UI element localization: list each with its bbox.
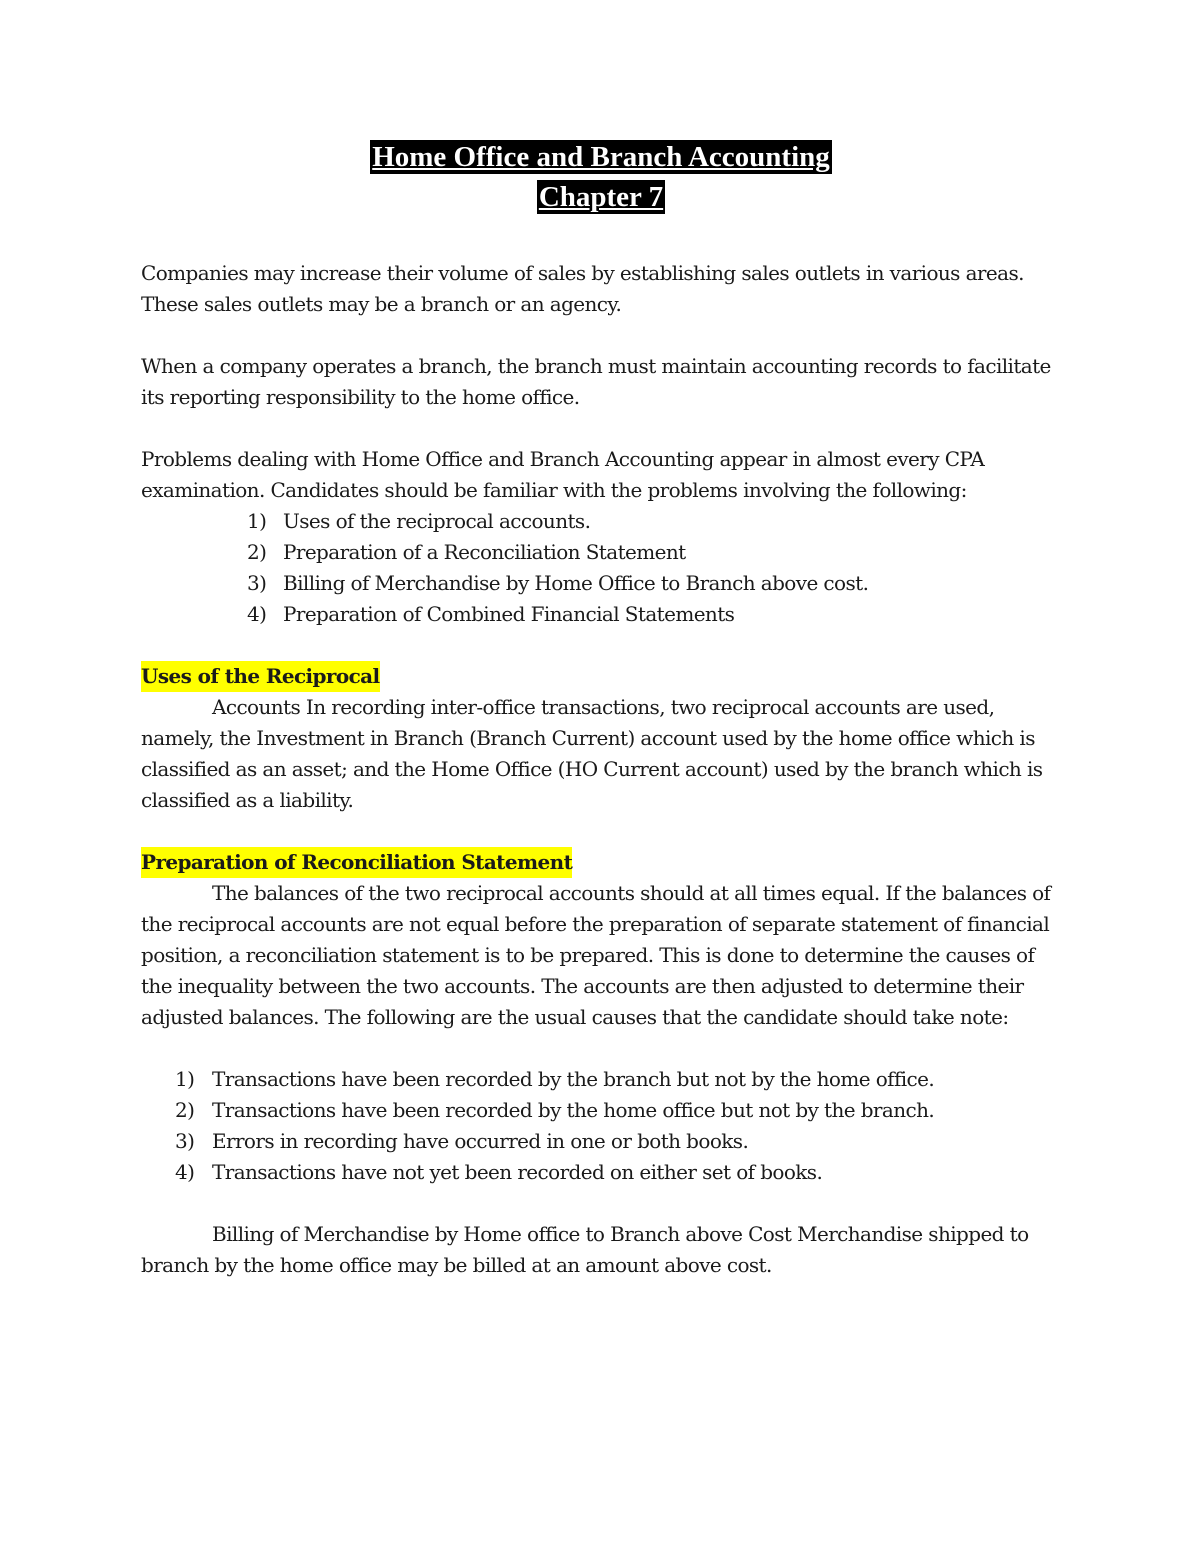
intro-paragraph-1: Companies may increase their volume of sales by establishing sales outlets in various areas. These sales outlets may be a branch or an agency. [141, 261, 1024, 316]
section-body-reciprocal: Accounts In recording inter-office transactions, two reciprocal accounts are used, namely, the Investment in Branch (Branch Current) account used by the home office which is classified as an asset; and the Home Office (HO Current account) used by the branch which is classified as a liability. [141, 695, 1043, 812]
topics-list [141, 506, 1061, 630]
section-heading-reciprocal: Uses of the Reciprocal [141, 661, 380, 692]
section-heading-reconciliation: Preparation of Reconciliation Statement [141, 847, 572, 878]
list-item: 3) Billing of Merchandise by Home Office to Branch above cost. [247, 571, 869, 595]
list-item: 1) Uses of the reciprocal accounts. [247, 509, 591, 533]
section-reciprocal [141, 661, 1061, 816]
chapter-label: Chapter 7 [538, 181, 664, 213]
intro-paragraph-2: When a company operates a branch, the branch must maintain accounting records to facilitate its reporting responsibility to the home office. [141, 354, 1051, 409]
causes-list [141, 1064, 1061, 1188]
list-item: 2) Preparation of a Reconciliation Statement [247, 540, 686, 564]
section-body-reconciliation: The balances of the two reciprocal accounts should at all times equal. If the balances of the reciprocal accounts are not equal before the preparation of separate statement of financial position, a reconciliation statement is to be prepared. This is done to determine the causes of the inequality between the two accounts. The accounts are then adjusted to determine their adjusted balances. The following are the usual causes that the candidate should take note: [141, 881, 1051, 1029]
list-item: 4) Transactions have not yet been recorded on either set of books. [175, 1160, 823, 1184]
list-item: 1) Transactions have been recorded by the branch but not by the home office. [175, 1067, 935, 1091]
section-reconciliation [141, 847, 1061, 1188]
document-title: Home Office and Branch Accounting [372, 141, 830, 173]
section-billing [141, 1219, 1061, 1281]
list-item: 3) Errors in recording have occurred in one or both books. [175, 1129, 749, 1153]
intro-paragraph-3: Problems dealing with Home Office and Branch Accounting appear in almost every CPA examination. Candidates should be familiar with the problems involving the following: [141, 447, 985, 502]
document-page [141, 140, 1061, 1281]
title-block [141, 140, 1061, 214]
section-body-billing: Billing of Merchandise by Home office to Branch above Cost Merchandise shipped to branch by the home office may be billed at an amount above cost. [141, 1222, 1029, 1277]
list-item: 2) Transactions have been recorded by the home office but not by the branch. [175, 1098, 935, 1122]
list-item: 4) Preparation of Combined Financial Statements [247, 602, 735, 626]
